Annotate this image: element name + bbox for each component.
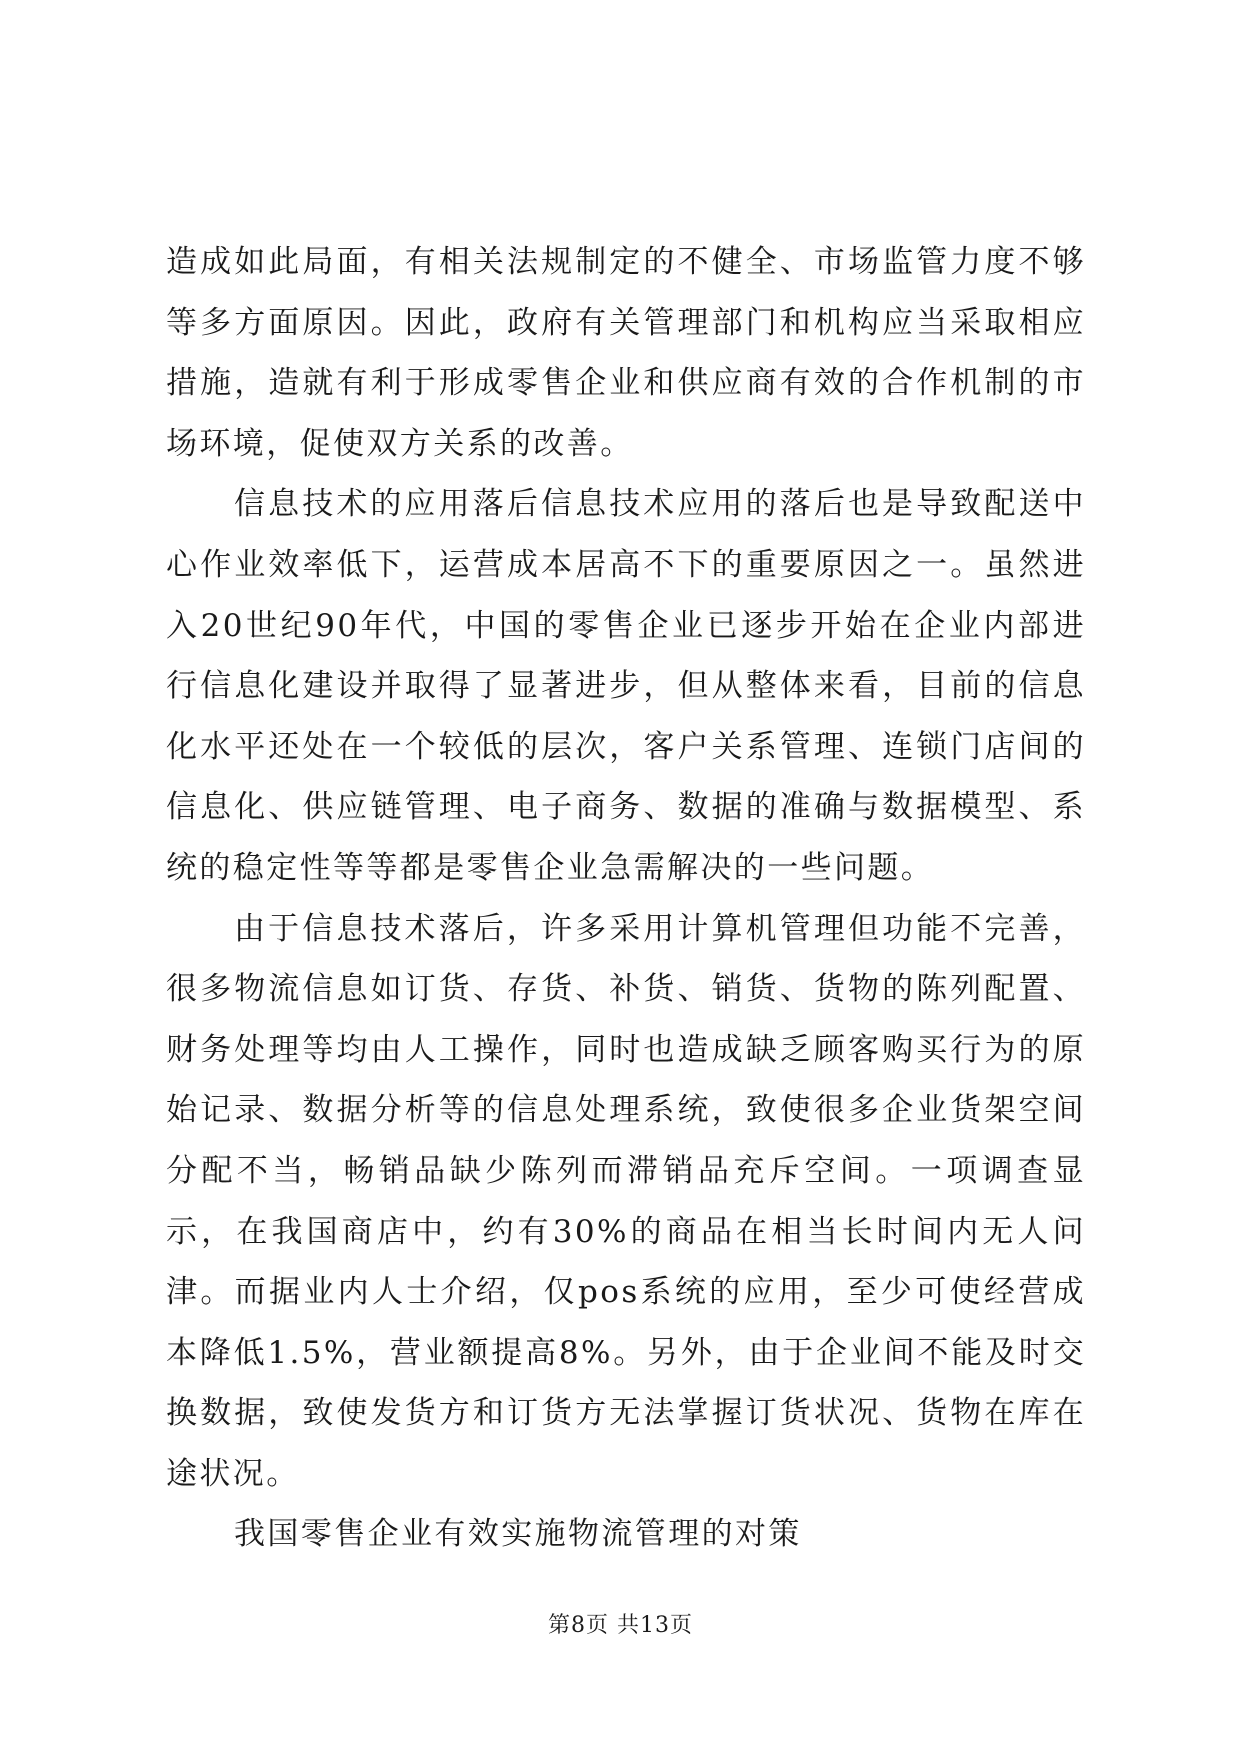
paragraph-2: 信息技术的应用落后信息技术应用的落后也是导致配送中心作业效率低下，运营成本居高不下的重要原因之一。虽然进入20世纪90年代，中国的零售企业已逐步开始在企业内部进行信息化建设并取得了显著进步，但从整体来看，目前的信息化水平还处在一个较低的层次，客户关系管理、连锁门店间的信息化、供应链管理、电子商务、数据的准确与数据模型、系统的稳定性等等都是零售企业急需解决的一些问题。: [166, 486, 1086, 886]
section-heading: 我国零售企业有效实施物流管理的对策: [234, 1516, 802, 1553]
paragraph-1: 造成如此局面，有相关法规制定的不健全、市场监管力度不够等多方面原因。因此，政府有关管理部门和机构应当采取相应措施，造就有利于形成零售企业和供应商有效的合作机制的市场环境，促使双方关系的改善。: [166, 244, 1086, 462]
page-number-footer: 第8页 共13页: [548, 1613, 693, 1638]
paragraph-3: 由于信息技术落后，许多采用计算机管理但功能不完善，很多物流信息如订货、存货、补货、销货、货物的陈列配置、财务处理等均由人工操作，同时也造成缺乏顾客购买行为的原始记录、数据分析等的信息处理系统，致使很多企业货架空间分配不当，畅销品缺少陈列而滞销品充斥空间。一项调查显示，在我国商店中，约有30%的商品在相当长时间内无人问津。而据业内人士介绍，仅pos系统的应用，至少可使经营成本降低1.5%，营业额提高8%。另外，由于企业间不能及时交换数据，致使发货方和订货方无法掌握订货状况、货物在库在途状况。: [166, 910, 1086, 1492]
document-body: [166, 232, 1086, 1565]
